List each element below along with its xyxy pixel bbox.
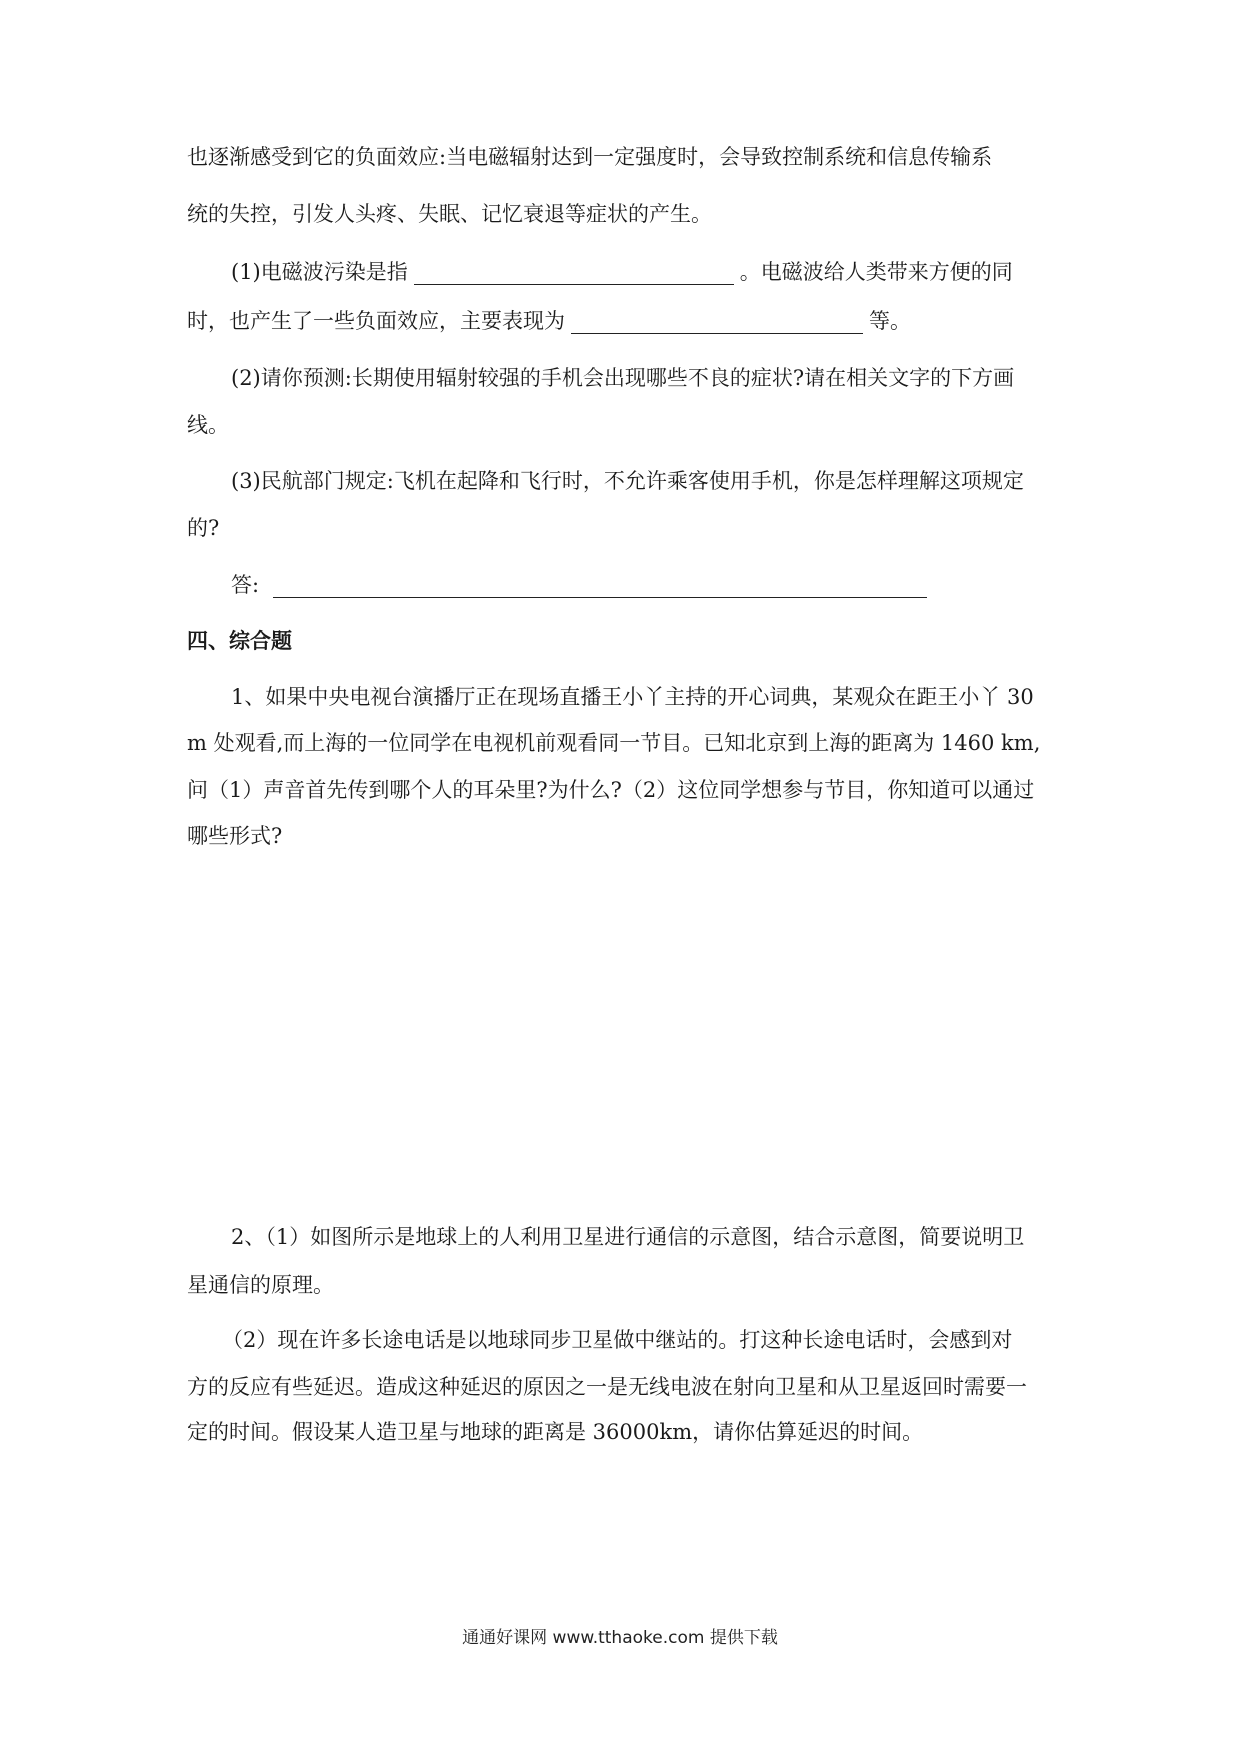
question-text: 时，也产生了一些负面效应，主要表现为 bbox=[187, 309, 565, 333]
problem-2b-line: 定的时间。假设某人造卫星与地球的距离是 36000km，请你估算延迟的时间。 bbox=[187, 1420, 924, 1444]
page-footer: 通通好课网 www.tthaoke.com 提供下载 bbox=[462, 1628, 778, 1648]
section-heading: 四、综合题 bbox=[187, 628, 292, 653]
answer-blank[interactable] bbox=[273, 575, 927, 598]
paragraph-line: 也逐渐感受到它的负面效应:当电磁辐射达到一定强度时，会导致控制系统和信息传输系 bbox=[187, 145, 993, 169]
problem-1-line: 哪些形式? bbox=[187, 824, 283, 848]
question-3-line: (3)民航部门规定:飞机在起降和飞行时，不允许乘客使用手机，你是怎样理解这项规定 bbox=[231, 469, 1024, 493]
answer-line bbox=[231, 571, 1111, 599]
question-text: 等。 bbox=[869, 309, 911, 333]
problem-2-line: 星通信的原理。 bbox=[187, 1273, 334, 1297]
problem-2b-line: （2）现在许多长途电话是以地球同步卫星做中继站的。打这种长途电话时，会感到对 bbox=[222, 1328, 1013, 1352]
question-1-line bbox=[187, 307, 1067, 335]
question-2-line: (2)请你预测:长期使用辐射较强的手机会出现哪些不良的症状?请在相关文字的下方画 bbox=[231, 366, 1015, 390]
answer-blank[interactable] bbox=[571, 311, 863, 334]
question-2-line: 线。 bbox=[187, 413, 229, 437]
question-text: (1)电磁波污染是指 bbox=[231, 260, 408, 284]
question-text: 。电磁波给人类带来方便的同 bbox=[739, 260, 1013, 284]
question-1-line bbox=[231, 258, 1111, 286]
answer-blank[interactable] bbox=[414, 262, 734, 285]
paragraph-line: 统的失控，引发人头疼、失眠、记忆衰退等症状的产生。 bbox=[187, 202, 712, 226]
question-3-line: 的? bbox=[187, 516, 220, 540]
problem-2b-line: 方的反应有些延迟。造成这种延迟的原因之一是无线电波在射向卫星和从卫星返回时需要一 bbox=[187, 1375, 1027, 1399]
answer-label: 答: bbox=[231, 573, 260, 597]
problem-1-line: 1、如果中央电视台演播厅正在现场直播王小丫主持的开心词典，某观众在距王小丫 30 bbox=[231, 685, 1034, 709]
problem-1-line: 问（1）声音首先传到哪个人的耳朵里?为什么?（2）这位同学想参与节目，你知道可以通过 bbox=[187, 778, 1035, 802]
problem-2-line: 2、（1）如图所示是地球上的人利用卫星进行通信的示意图，结合示意图，简要说明卫 bbox=[231, 1225, 1025, 1249]
problem-1-line: m 处观看,而上海的一位同学在电视机前观看同一节目。已知北京到上海的距离为 1460 km, bbox=[187, 731, 1041, 755]
